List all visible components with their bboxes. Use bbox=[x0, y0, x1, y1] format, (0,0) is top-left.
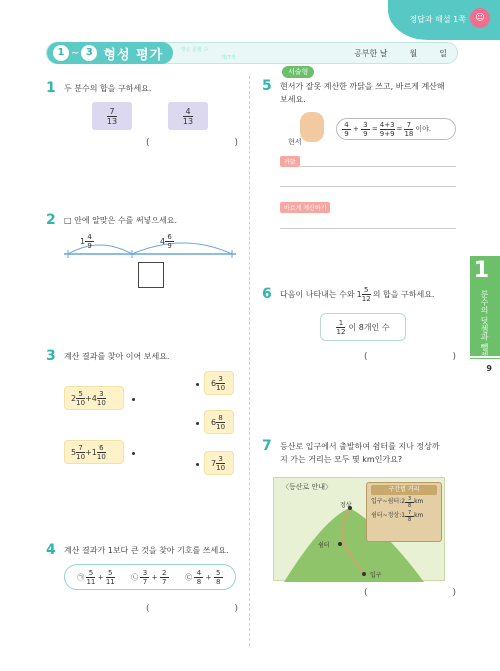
reason-line[interactable] bbox=[300, 166, 456, 167]
range-end: 3 bbox=[81, 45, 97, 61]
answer-box[interactable] bbox=[138, 262, 164, 288]
segment-label: 1 $\frac{4}{9}$ bbox=[80, 233, 94, 250]
choice-box bbox=[64, 564, 236, 590]
connect-dot[interactable] bbox=[132, 398, 135, 401]
result-card: 7 $\frac{3}{10}$ bbox=[204, 451, 234, 475]
descriptive-badge: 서술형 bbox=[282, 66, 314, 78]
distance-sign: 구간별 거리 입구~쉼터: 2 $\frac{3}{8}$ km 쉼터~정상: 1 $\frac{7}{8}$ km bbox=[366, 482, 442, 542]
page-number: 9 bbox=[486, 364, 492, 373]
fraction-card: $\frac{4}{13}$ bbox=[168, 102, 208, 130]
connect-dot[interactable] bbox=[132, 452, 135, 455]
speaker-name: 현서 bbox=[288, 138, 302, 146]
connect-dot[interactable] bbox=[196, 383, 199, 386]
reason-label: 까닭 bbox=[280, 156, 300, 167]
answer-blank[interactable]: ( ) bbox=[146, 604, 238, 614]
question-text: □ 안에 알맞은 수를 써넣으세요. bbox=[64, 216, 178, 225]
question-text: 계산 결과를 찾아 이어 보세요. bbox=[64, 352, 170, 361]
question-number: 3 bbox=[46, 348, 56, 364]
speech-bubble: $\frac{4}{9}$ + $\frac{3}{9}$ = $\frac{4+3}{9+9}$ = $\frac{7}{18}$ 이야. bbox=[336, 118, 456, 140]
answer-blank[interactable]: ( ) bbox=[364, 352, 456, 362]
answer-blank[interactable]: ( ) bbox=[146, 138, 238, 148]
chapter-title: 분수의 덧셈과 뺄셈 bbox=[480, 290, 489, 360]
question-text: 다음이 나타내는 수와 1 $\frac{5}{12}$ 의 합을 구하세요. bbox=[280, 286, 435, 303]
question-number: 4 bbox=[46, 542, 56, 558]
chapter-number: 1 bbox=[473, 258, 489, 283]
question-text: 두 분수의 합을 구하세요. bbox=[64, 84, 152, 93]
section-title-pill: 1 ~ 3 형성 평가 bbox=[47, 42, 173, 64]
question-number: 1 bbox=[46, 80, 56, 96]
map-title: 〈등산로 안내〉 bbox=[282, 483, 333, 491]
question-text: 현서가 잘못 계산한 까닭을 쓰고, 바르게 계산해 보세요. bbox=[280, 82, 445, 104]
reason-line[interactable] bbox=[280, 186, 456, 187]
expression-card: 5 $\frac{7}{10}$ + 1 $\frac{6}{10}$ bbox=[64, 440, 124, 464]
connect-dot[interactable] bbox=[196, 463, 199, 466]
rest-label: 쉼터 bbox=[318, 542, 330, 549]
trail-map bbox=[273, 477, 445, 581]
choice-a[interactable]: ㉠ $\frac{5}{11}$ + $\frac{5}{11}$ bbox=[77, 568, 115, 586]
study-date: 공부한 날 월 일 bbox=[354, 49, 447, 58]
correct-calc-label: 바르게 계산하기 bbox=[280, 202, 330, 213]
score-meta: 맞은 문항 수 개/7개 bbox=[181, 47, 236, 61]
segment-label: 4 $\frac{6}{9}$ bbox=[160, 233, 174, 250]
column-divider bbox=[249, 76, 250, 646]
fraction-card: $\frac{7}{13}$ bbox=[92, 102, 132, 130]
result-card: 6 $\frac{8}{10}$ bbox=[204, 410, 234, 434]
answer-blank[interactable]: ( ) bbox=[364, 588, 456, 598]
condition-box: $\frac{1}{12}$ 이 8개인 수 bbox=[320, 313, 406, 341]
question-number: 6 bbox=[262, 286, 272, 302]
section-title: 형성 평가 bbox=[103, 47, 164, 63]
question-number: 7 bbox=[262, 438, 272, 454]
answer-page-ref: 정답과 해설 1쪽 bbox=[409, 15, 466, 24]
question-text: 등산로 입구에서 출발하여 쉼터를 지나 정상까 지 가는 거리는 모두 몇 km인가요? bbox=[280, 442, 440, 464]
question-number: 2 bbox=[46, 212, 56, 228]
entrance-label: 입구 bbox=[370, 572, 382, 579]
smile-icon: ☺ bbox=[470, 8, 490, 28]
choice-b[interactable]: ㉡ $\frac{3}{7}$ + $\frac{2}{7}$ bbox=[131, 569, 169, 586]
result-card: 6 $\frac{3}{10}$ bbox=[204, 371, 234, 395]
connect-dot[interactable] bbox=[196, 422, 199, 425]
range-start: 1 bbox=[53, 45, 69, 61]
question-text: 계산 결과가 1보다 큰 것을 찾아 기호를 쓰세요. bbox=[64, 546, 229, 555]
expression-card: 2 $\frac{5}{10}$ + 4 $\frac{3}{10}$ bbox=[64, 386, 124, 410]
peak-label: 정상 bbox=[340, 502, 352, 509]
section-header bbox=[46, 42, 458, 64]
question-number: 5 bbox=[262, 78, 272, 94]
student-avatar bbox=[300, 112, 324, 142]
correct-calc-line[interactable] bbox=[280, 228, 456, 229]
choice-c[interactable]: ㉢ $\frac{4}{8}$ + $\frac{5}{8}$ bbox=[185, 569, 223, 586]
